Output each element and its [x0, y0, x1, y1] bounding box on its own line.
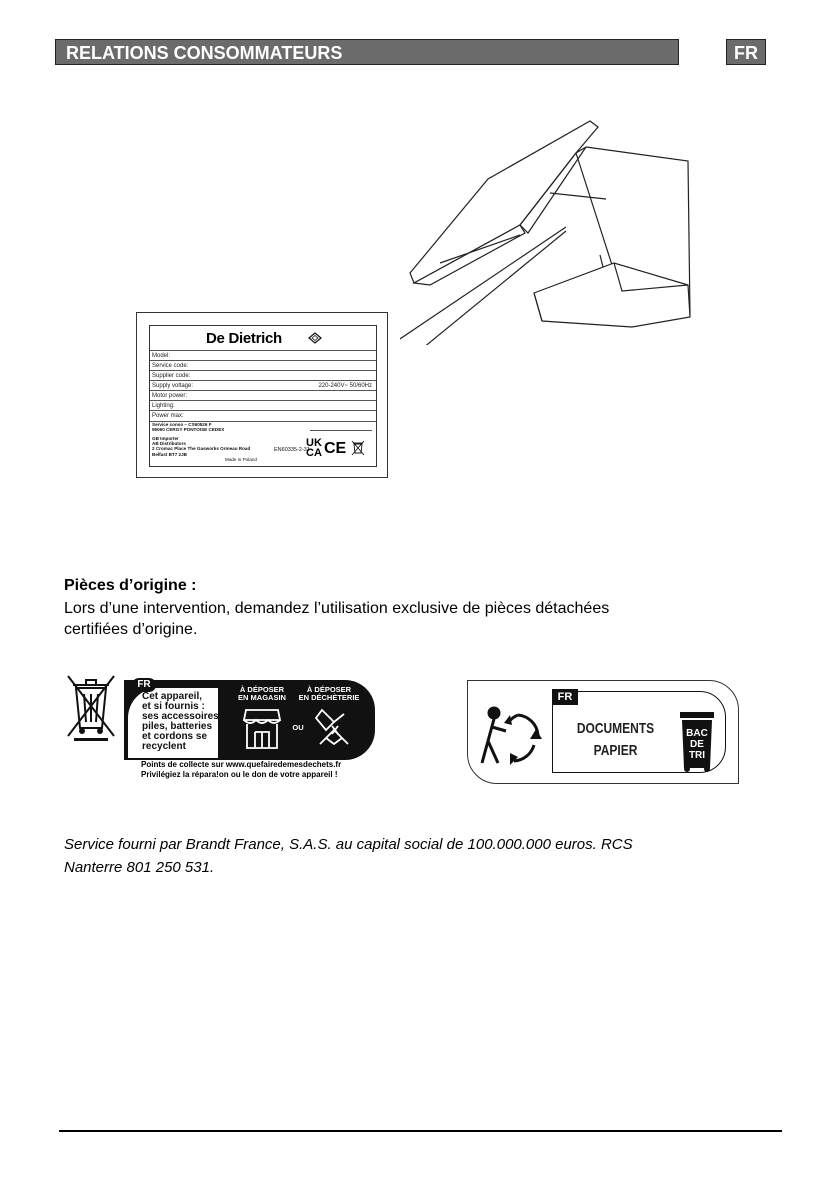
section-header: RELATIONS CONSOMMATEURS	[55, 39, 679, 65]
ce-mark: CE	[324, 440, 347, 457]
bin-label-bac: BAC	[686, 728, 708, 739]
shop-icon	[242, 706, 282, 750]
parts-body: Lors d’une intervention, demandez l’utilisation exclusive de pièces détachées certifiées d’origine.	[64, 600, 610, 638]
plate-row-service-code: Service code:	[150, 360, 376, 371]
weee-bin-small-icon	[351, 440, 365, 456]
bin-label-tri: TRI	[688, 750, 706, 761]
plate-row-power-max: Power max:	[150, 410, 376, 422]
brand-logo-icon	[307, 332, 323, 344]
cooker-hood-illustration	[400, 115, 700, 345]
plate-row-supplier-code: Supplier code:	[150, 370, 376, 381]
standard-ref: EN60335-2-31	[274, 447, 310, 453]
service-provider-text: Service fourni par Brandt France, S.A.S. au capital social de 100.000.000 euros. RCS Nanterre 801 250 531.	[64, 836, 633, 876]
triman-figure-icon	[474, 701, 548, 771]
triman-text: Cet appareil, et si fournis : ses accessoires, piles, batteries et cordons se recyclent	[142, 691, 222, 752]
dump-drop-label: À DÉPOSER EN DÉCHÈTERIE	[298, 685, 360, 702]
plate-row-model: Model:	[150, 350, 376, 361]
triman-fr-badge: FR	[132, 678, 156, 692]
sorting-bin-icon	[677, 710, 717, 772]
paper-fr-badge: FR	[552, 689, 578, 705]
language-badge: FR	[726, 39, 766, 65]
rating-plate	[149, 325, 377, 467]
documents-paper-label: DOCUMENTS PAPIER	[576, 720, 655, 759]
importer-line-1: GB Importer	[152, 436, 179, 441]
service-address-2: 95060 CERGY PONTOISE CEDEX	[152, 427, 225, 432]
rating-plate-frame	[136, 312, 388, 478]
weee-crossed-bin-icon	[64, 674, 118, 742]
store-drop-label: À DÉPOSER EN MAGASIN	[238, 685, 286, 702]
plate-row-motor-power: Motor power:	[150, 390, 376, 401]
bottom-rule	[59, 1130, 782, 1132]
ukca-mark: UK CA	[306, 437, 322, 459]
made-in: Made in Poland	[225, 457, 257, 462]
plate-divider	[310, 430, 372, 431]
collection-info: Points de collecte sur www.quefairedemesdechets.fr Privilégiez la répara!on ou le don de votre appareil !	[141, 760, 342, 779]
bin-label-de: DE	[690, 739, 704, 750]
importer-line-3: 2 Cromac Place The Gasworks Ormeau Road	[152, 446, 251, 451]
triman-recycling-block	[124, 680, 375, 760]
paper-recycling-logo	[467, 680, 739, 784]
importer-line-4: Belfast BT7 2JB	[152, 452, 187, 457]
service-address-1: Service conso – CS60526 F	[152, 422, 212, 427]
brand-name: De Dietrich	[206, 330, 282, 347]
paper-logo-inner	[552, 691, 726, 773]
parts-title: Pièces d’origine :	[64, 577, 197, 594]
plate-row-lighting: Lighting:	[150, 400, 376, 411]
or-label: OU	[292, 723, 304, 732]
dump-drop-icon	[312, 704, 354, 750]
plate-row-supply-voltage: Supply voltage: 220-240V~ 50/60Hz	[150, 380, 376, 391]
importer-line-2: AB Distributors	[152, 441, 186, 446]
